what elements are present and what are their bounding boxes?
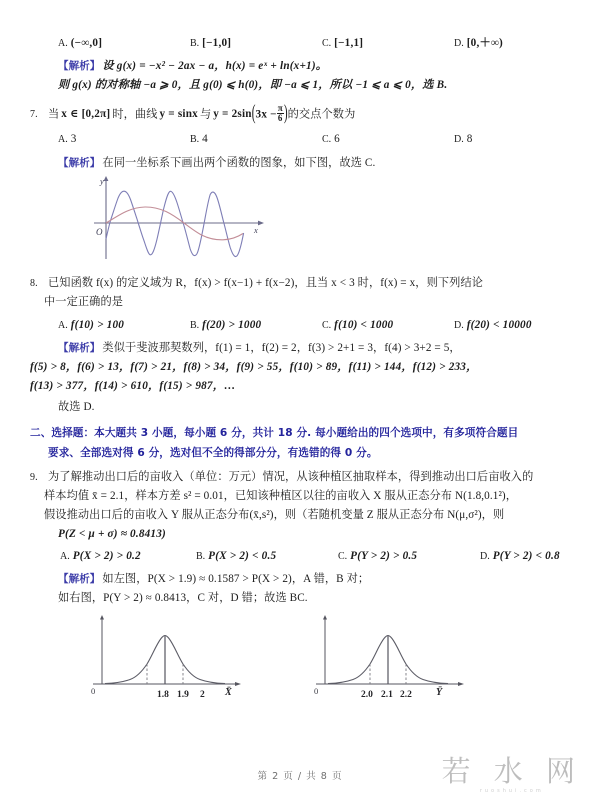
q9-stem-line-2 [30,487,570,506]
q9-stem-line-1 [30,468,570,487]
q6-choice-d [454,34,503,53]
q7-choice-b [190,130,322,149]
q9-stem-text-3: 假设推动出口后的亩收入 Y 服从正态分布(x̄,s²)，则（若随机变量 Z 服从正态分布 N(μ,σ²)，则 [44,509,505,522]
sine-y-axis-label: y [100,176,104,187]
q6-choice-d-text: [0,＋∞) [466,37,503,49]
q7-choice-b-label: B. [190,134,200,146]
q7-choice-c [322,130,454,149]
jiexi-label: 【解析】 [58,60,101,72]
q6-choice-c [322,34,454,53]
sine-plot-svg [88,175,278,261]
q9-solution-line-2 [30,589,570,608]
normal-curve-Y-svg [308,612,523,712]
normalY-origin-label: 0 [314,686,319,697]
q6-choice-b [190,34,322,53]
normalY-y-arrow-icon [323,615,327,620]
q8-solution-text-4: 故选 D. [58,401,95,414]
q9-solution-line-1 [30,570,570,589]
q9-stem-text-1: 为了解推动出口后的亩收入（单位：万元）情况，从该种植区抽取样本，得到推动出口后亩收入的 [48,471,534,484]
q9-choice-b-label: B. [196,551,206,563]
q8-stem-text-2: 中一定正确的是 [44,296,124,309]
q9-choice-a [60,547,178,566]
sine-origin-label: O [96,227,103,238]
normalX-x-arrow-icon [235,682,241,686]
q6-choice-c-text: [−1,1] [334,37,364,49]
q8-stem-line-2 [30,293,570,312]
q8-solution-text-2: f(5) > 8，f(6) > 13，f(7) > 21，f(8) > 34，f(9) > 55，f(10) > 89，f(11) > 144，f(12) > 233， [30,361,478,374]
q6-solution-text-2: 则 g(x) 的对称轴 −a ⩾ 0，且 g(0) ⩽ h(0)，即 −a ⩽ 1，所以 −1 ⩽ a ⩽ 0，选 B. [58,79,448,91]
q9-choice-d-label: D. [480,551,490,563]
q8-solution-line-2 [30,358,570,377]
q8-solution-text-3: f(13) > 377，f(14) > 610，f(15) > 987，… [30,380,236,393]
q9-choice-b-text: P(X > 2) < 0.5 [208,550,277,563]
q8-choice-d [454,316,532,335]
q6-choice-b-label: B. [190,38,200,49]
q7-choice-c-text: 6 [334,133,340,146]
q8-choice-d-text: f(20) < 10000 [466,319,532,332]
q7-choice-b-text: 4 [202,133,208,146]
q9-choice-c-text: P(Y > 2) > 0.5 [350,550,418,563]
q7-solution-line [30,154,570,173]
section-2-line-2: 要求、全部选对得 6 分，选对但不全的得部分分，有选错的得 0 分。 [48,447,378,460]
sine-x-axis-label: x [254,225,258,236]
q7-fraction-denominator: 6 [277,113,283,124]
normalY-x-arrow-icon [458,682,464,686]
q7-choice-a-label: A. [58,134,68,146]
normalX-axis-label: X̄ [225,687,232,699]
jiexi-label: 【解析】 [58,573,101,586]
normalX-origin-label: 0 [91,686,96,697]
q7-fraction-pi-over-6 [277,104,284,124]
q7-paren-close: ) [283,102,288,126]
q8-choice-b-label: B. [190,320,200,332]
q9-solution-text-2: 如右图，P(Y > 2) ≈ 0.8413，C 对，D 错；故选 BC. [58,592,308,605]
q8-choice-a [58,316,190,335]
q6-choice-a-text: (−∞,0] [70,37,103,49]
q9-stem-line-3 [30,506,570,525]
normalY-axis-label: Ȳ [436,687,443,699]
q7-stem-p4: y = sinx [159,108,198,121]
jiexi-label: 【解析】 [58,342,101,355]
normal-curves-figure-group [85,612,570,712]
normalX-tick-1: 1.8 [157,690,169,701]
sine-y-arrow-icon [104,176,109,181]
q7-solution-text: 在同一坐标系下画出两个函数的图象，如下图，故选 C. [102,157,376,170]
q7-stem-p3: 时，曲线 [112,108,158,121]
q7-choice-d-label: D. [454,134,464,146]
page-footer: 第 2 页 / 共 8 页 [257,771,343,782]
q6-choice-row [30,34,570,53]
q6-solution-text-1: 设 g(x) = −x² − 2ax − a，h(x) = eˣ + ln(x+1)。 [102,60,328,72]
q8-choice-b [190,316,322,335]
q8-solution-line-1 [30,339,570,358]
q9-choice-c [338,547,462,566]
q7-fraction-numerator: π [277,103,283,113]
q6-solution-line-1 [30,57,570,76]
watermark-subtext: ruoshui.com [479,788,544,794]
q8-solution-line-4 [30,398,570,417]
q7-paren-open: ( [251,102,256,126]
normalY-tick-1: 2.0 [361,690,373,701]
q9-choice-b [196,547,320,566]
q8-stem-line-1 [30,274,570,293]
q6-choice-b-text: [−1,0] [202,37,232,49]
q8-choice-a-label: A. [58,320,68,332]
normalY-tick-2: 2.1 [381,690,393,701]
q6-choice-d-label: D. [454,38,464,49]
q8-solution-line-3 [30,377,570,396]
q7-choice-a-text: 3 [70,133,77,146]
q9-solution-text-1: 如左图，P(X > 1.9) ≈ 0.1587 > P(X > 2)，A 错，B 对； [102,573,370,586]
sine-curve-blue [106,192,244,257]
q8-choice-row [30,316,570,335]
section-2-heading [30,423,570,463]
q9-stem-text-4: P(Z < μ + σ) ≈ 0.8413) [58,528,166,541]
q7-choice-a [58,130,190,149]
normalX-y-arrow-icon [100,615,104,620]
q6-solution-line-2 [30,76,570,95]
q9-choice-a-text: P(X > 2) > 0.2 [72,550,141,563]
normalX-tick-2: 1.9 [177,690,189,701]
q8-choice-c-text: f(10) < 1000 [334,319,394,332]
q6-choice-a [58,34,190,53]
section-2-line-1: 二、选择题：本大题共 3 小题，每小题 6 分，共计 18 分. 每小题给出的四个选项中，有多项符合题目 [30,427,519,440]
q7-stem-p1: 当 [48,108,60,121]
watermark [441,754,582,794]
q8-choice-c [322,316,454,335]
q9-stem-text-2: 样本均值 x̄ = 2.1，样本方差 s² = 0.01，已知该种植区以往的亩收入 X 服从正态分布 N(1.8,0.1²)， [44,490,518,503]
jiexi-label: 【解析】 [58,157,101,170]
q8-choice-c-label: C. [322,320,332,332]
q8-choice-b-text: f(20) > 1000 [202,319,262,332]
q8-solution-text-1: 类似于斐波那契数列，f(1) = 1，f(2) = 2，f(3) > 2+1 = 3，f(4) > 3+2 = 5， [102,342,461,355]
q9-choice-d-text: P(Y > 2) < 0.8 [492,550,560,563]
q6-choice-c-label: C. [322,38,332,49]
q9-number: 9. [30,472,38,484]
normalY-tick-3: 2.2 [400,690,412,701]
q7-choice-row [30,130,570,149]
q7-choice-d-text: 8 [466,133,473,146]
q9-choice-row [30,547,570,566]
sine-x-arrow-icon [258,221,264,226]
q7-stem-p6: y = 2sin [213,108,252,121]
q7-number: 7. [30,109,38,121]
q7-choice-d [454,130,472,149]
q8-choice-a-text: f(10) > 100 [70,319,125,332]
q9-choice-a-label: A. [60,551,70,563]
q7-stem-p5: 与 [199,108,212,121]
q8-choice-d-label: D. [454,320,464,332]
q7-stem [30,104,570,124]
q7-stem-p2: x ∈ [0,2π] [61,108,111,121]
watermark-text: 若 水 网 [441,754,582,788]
normalX-tick-3: 2 [200,690,205,701]
q9-choice-c-label: C. [338,551,348,563]
q8-number: 8. [30,278,38,290]
q9-choice-d [480,547,560,566]
q8-stem-text-1: 已知函数 f(x) 的定义域为 R，f(x) > f(x−1) + f(x−2)，且当 x < 3 时，f(x) = x，则下列结论 [48,277,484,290]
q7-stem-p9: 的交点个数为 [287,108,356,121]
q7-stem-p7: 3x − [255,108,277,121]
sine-intersection-figure [88,175,570,266]
q7-choice-c-label: C. [322,134,332,146]
q6-choice-a-label: A. [58,38,68,49]
normal-curve-X-svg [85,612,300,712]
q9-stem-line-4 [30,525,570,544]
